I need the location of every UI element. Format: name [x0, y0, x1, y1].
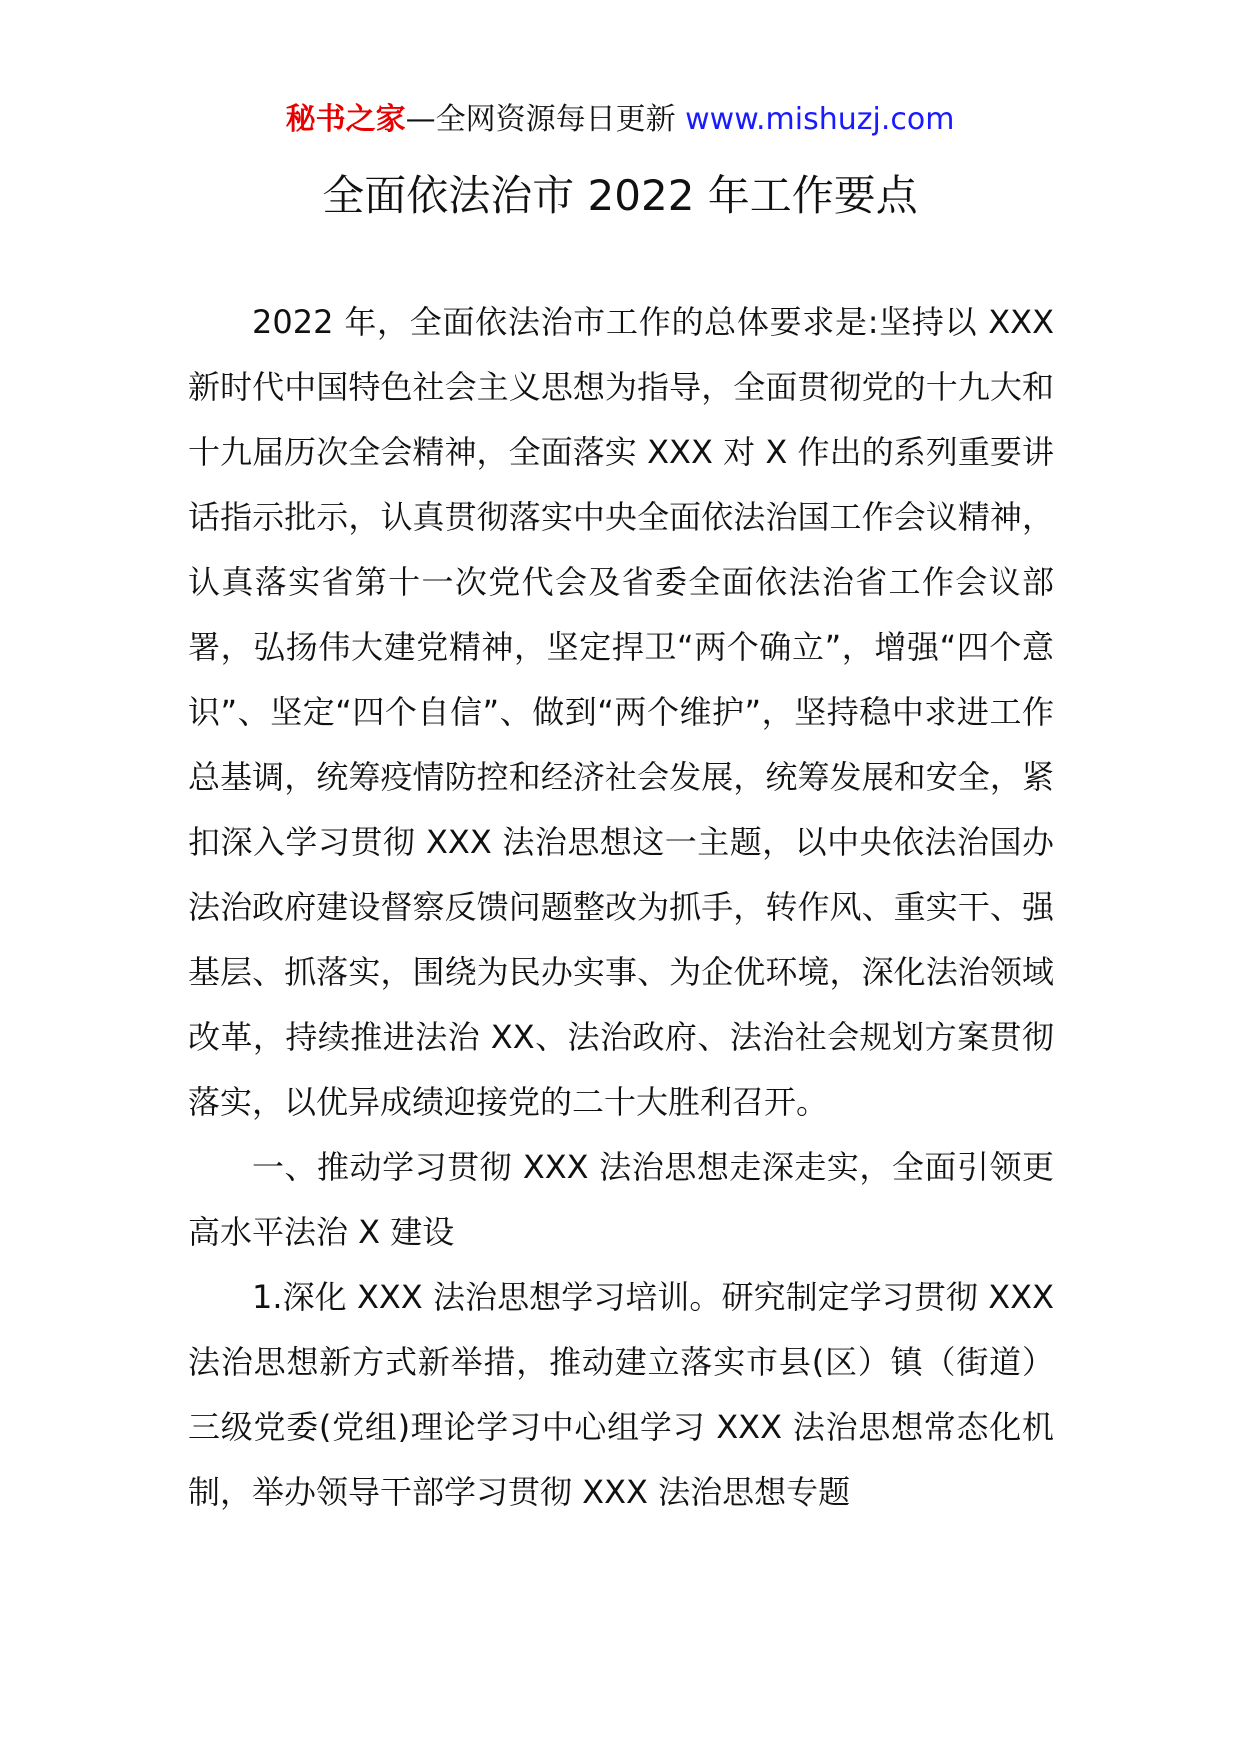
paragraph-item-1: 1.深化 XXX 法治思想学习培训。研究制定学习贯彻 XXX 法治思想新方式新举措，推动建立落实市县(区）镇（街道）三级党委(党组)理论学习中心组学习 XXX 法治思想常态化机制，举办领导干部学习贯彻 XXX 法治思想专题: [188, 1278, 1054, 1511]
site-url-link[interactable]: www.mishuzj.com: [685, 102, 955, 137]
document-title: 全面依法治市 2022 年工作要点: [322, 171, 918, 220]
site-header: [0, 100, 1240, 140]
section-heading-1: 一、推动学习贯彻 XXX 法治思想走深走实，全面引领更高水平法治 X 建设: [188, 1148, 1054, 1251]
site-tagline: —全网资源每日更新: [405, 102, 686, 137]
paragraph-general-requirements: 2022 年，全面依法治市工作的总体要求是:坚持以 XXX 新时代中国特色社会主义思想为指导，全面贯彻党的十九大和十九届历次全会精神，全面落实 XXX 对 X 作出的系列重要讲话指示批示，认真贯彻落实中央全面依法治国工作会议精神，认真落实省第十一次党代会及省委全面依法治省工作会议部署，弘扬伟大建党精神，坚定捍卫“两个确立”，增强“四个意识”、坚定“四个自信”、做到“两个维护”，坚持稳中求进工作总基调，统筹疫情防控和经济社会发展，统筹发展和安全，紧扣深入学习贯彻 XXX 法治思想这一主题，以中央依法治国办法治政府建设督察反馈问题整改为抓手，转作风、重实干、强基层、抓落实，围绕为民办实事、为企优环境，深化法治领域改革，持续推进法治 XX、法治政府、法治社会规划方案贯彻落实，以优异成绩迎接党的二十大胜利召开。: [188, 303, 1054, 1121]
site-brand: 秘书之家: [285, 102, 406, 137]
document-body: [188, 290, 1054, 1525]
